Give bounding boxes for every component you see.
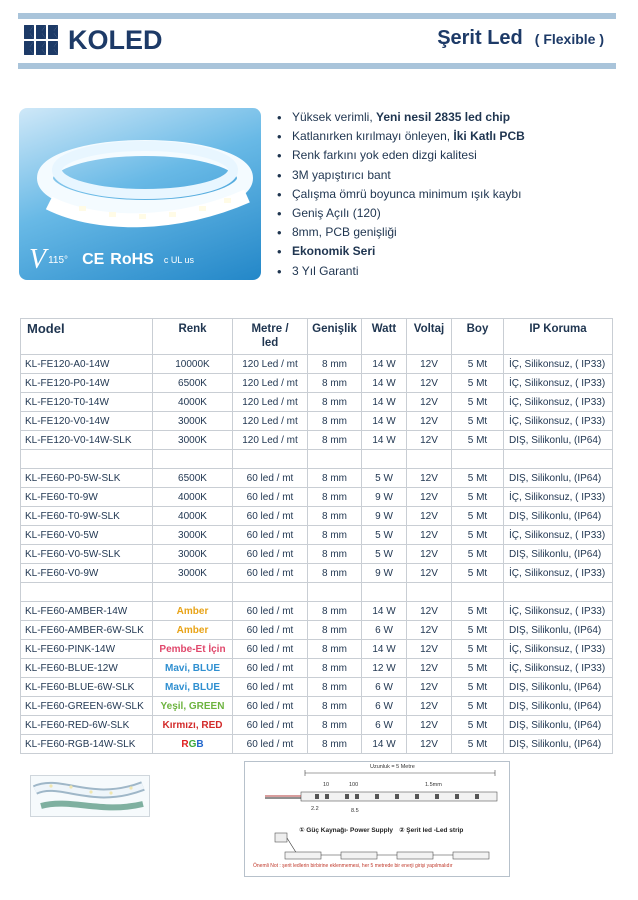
table-cell: 6 W	[362, 678, 407, 697]
table-cell: 120 Led / mt	[233, 393, 308, 412]
group-separator-row	[21, 583, 613, 602]
column-header: Watt	[362, 319, 407, 355]
diagram-dim-label: 100	[349, 782, 359, 788]
table-row	[21, 374, 613, 393]
table-cell: 12V	[407, 469, 452, 488]
feature-item	[277, 127, 525, 146]
table-cell: 60 led / mt	[233, 526, 308, 545]
table-row	[21, 659, 613, 678]
koled-logo-icon	[24, 25, 66, 55]
table-cell: 5 Mt	[452, 640, 504, 659]
table-cell: Mavi, BLUE	[153, 659, 233, 678]
table-row	[21, 697, 613, 716]
table-cell: 14 W	[362, 431, 407, 450]
table-cell	[407, 583, 452, 602]
table-cell: 12V	[407, 678, 452, 697]
table-cell: 12V	[407, 602, 452, 621]
table-cell: 5 Mt	[452, 545, 504, 564]
table-header-row	[21, 319, 613, 355]
table-cell: 60 led / mt	[233, 640, 308, 659]
led-strip-photo	[30, 775, 150, 817]
header-rule	[18, 63, 616, 69]
table-cell: DIŞ, Silikonlu, (IP64)	[504, 716, 613, 735]
table-cell: 8 mm	[308, 697, 362, 716]
table-cell: 8 mm	[308, 469, 362, 488]
table-cell: 8 mm	[308, 735, 362, 754]
table-cell: 9 W	[362, 564, 407, 583]
table-cell: 3000K	[153, 412, 233, 431]
feature-text: Çalışma ömrü boyunca minimum ışık kaybı	[292, 186, 522, 201]
table-cell: İÇ, Silikonsuz, ( IP33)	[504, 564, 613, 583]
table-cell	[362, 583, 407, 602]
table-row	[21, 526, 613, 545]
table-cell: 14 W	[362, 393, 407, 412]
table-cell: 8 mm	[308, 393, 362, 412]
feature-item	[277, 262, 525, 281]
table-cell: KL-FE60-AMBER-14W	[21, 602, 153, 621]
table-cell: 5 Mt	[452, 488, 504, 507]
table-cell: İÇ, Silikonsuz, ( IP33)	[504, 355, 613, 374]
table-row	[21, 678, 613, 697]
table-cell: 6 W	[362, 621, 407, 640]
table-cell	[21, 450, 153, 469]
table-cell	[452, 583, 504, 602]
table-cell: 8 mm	[308, 526, 362, 545]
table-cell	[407, 450, 452, 469]
feature-item	[277, 242, 525, 261]
v-mark-icon: V	[29, 244, 47, 275]
table-cell: 12V	[407, 621, 452, 640]
table-cell	[21, 583, 153, 602]
table-cell: 14 W	[362, 602, 407, 621]
table-cell: 9 W	[362, 507, 407, 526]
table-cell: 5 Mt	[452, 602, 504, 621]
table-cell: 12V	[407, 659, 452, 678]
table-cell: 8 mm	[308, 659, 362, 678]
table-cell: 5 Mt	[452, 621, 504, 640]
table-cell: 5 Mt	[452, 526, 504, 545]
led-strip-image	[31, 776, 149, 816]
table-cell: Yeşil, GREEN	[153, 697, 233, 716]
table-row	[21, 469, 613, 488]
table-cell: 60 led / mt	[233, 602, 308, 621]
table-cell: 12V	[407, 640, 452, 659]
table-cell: KL-FE120-V0-14W	[21, 412, 153, 431]
table-cell: 10000K	[153, 355, 233, 374]
table-cell: 8 mm	[308, 488, 362, 507]
table-cell: RGB	[153, 735, 233, 754]
table-cell	[153, 583, 233, 602]
v-mark-subtext: 115°	[48, 254, 69, 266]
table-cell: 9 W	[362, 488, 407, 507]
table-cell: 12V	[407, 526, 452, 545]
feature-text: Geniş Açılı (120)	[292, 206, 381, 221]
diagram-dim-label: 10	[323, 782, 330, 788]
table-cell: 8 mm	[308, 716, 362, 735]
group-separator-row	[21, 450, 613, 469]
table-cell: 12V	[407, 355, 452, 374]
table-cell: 60 led / mt	[233, 697, 308, 716]
column-header: Renk	[153, 319, 233, 355]
ul-mark: c UL us	[163, 254, 195, 265]
table-cell: 5 W	[362, 469, 407, 488]
table-cell: DIŞ, Silikonlu, (IP64)	[504, 735, 613, 754]
table-cell: 5 Mt	[452, 716, 504, 735]
column-header: Genişlik	[308, 319, 362, 355]
feature-text: 3M yapıştırıcı bant	[292, 167, 391, 182]
table-cell	[233, 450, 308, 469]
table-cell: İÇ, Silikonsuz, ( IP33)	[504, 412, 613, 431]
top-rule	[18, 13, 616, 19]
table-cell: 8 mm	[308, 640, 362, 659]
table-cell: İÇ, Silikonsuz, ( IP33)	[504, 526, 613, 545]
feature-text: Katlanırken kırılmayı önleyen,	[292, 129, 454, 144]
table-row	[21, 412, 613, 431]
table-cell: 4000K	[153, 393, 233, 412]
column-header: Boy	[452, 319, 504, 355]
diagram-note: Önemli Not : şerit ledlerin birbirine eklenmemesi, her 5 metrede bir enerji girişi yapılmalıdır	[253, 863, 453, 869]
diagram-dim-label: 8.5	[351, 808, 359, 814]
table-row	[21, 355, 613, 374]
title-main: Şerit Led	[437, 27, 523, 49]
table-cell: DIŞ, Silikonlu, (IP64)	[504, 697, 613, 716]
table-cell: 12V	[407, 431, 452, 450]
ce-mark: CE	[82, 251, 105, 268]
feature-list	[277, 108, 525, 281]
table-cell: 5 Mt	[452, 393, 504, 412]
table-cell: 6500K	[153, 374, 233, 393]
table-cell: 6 W	[362, 716, 407, 735]
table-cell: 12V	[407, 374, 452, 393]
table-cell: İÇ, Silikonsuz, ( IP33)	[504, 374, 613, 393]
table-cell: 60 led / mt	[233, 488, 308, 507]
feature-text: 3 Yıl Garanti	[292, 263, 359, 278]
table-cell: 120 Led / mt	[233, 431, 308, 450]
table-cell: 5 Mt	[452, 564, 504, 583]
table-cell: 60 led / mt	[233, 735, 308, 754]
feature-text: Renk farkını yok eden dizgi kalitesi	[292, 148, 477, 163]
table-cell: KL-FE60-V0-5W-SLK	[21, 545, 153, 564]
table-cell: 6 W	[362, 697, 407, 716]
column-header: Voltaj	[407, 319, 452, 355]
table-cell: 5 Mt	[452, 697, 504, 716]
diagram-dim-label: 1.5mm	[425, 782, 442, 788]
table-row	[21, 640, 613, 659]
feature-highlight: Yeni nesil 2835 led chip	[376, 110, 511, 124]
column-header: Model	[21, 319, 153, 355]
table-cell: KL-FE60-P0-5W-SLK	[21, 469, 153, 488]
table-row	[21, 735, 613, 754]
table-cell: 3000K	[153, 431, 233, 450]
table-cell: KL-FE60-T0-9W	[21, 488, 153, 507]
table-cell: 3000K	[153, 526, 233, 545]
table-cell: 12 W	[362, 659, 407, 678]
table-cell: 5 Mt	[452, 469, 504, 488]
table-cell: 60 led / mt	[233, 716, 308, 735]
table-cell: KL-FE60-RGB-14W-SLK	[21, 735, 153, 754]
table-cell: KL-FE60-T0-9W-SLK	[21, 507, 153, 526]
table-cell: 60 led / mt	[233, 659, 308, 678]
table-cell: 5 Mt	[452, 374, 504, 393]
table-cell: 60 led / mt	[233, 564, 308, 583]
table-cell: KL-FE60-AMBER-6W-SLK	[21, 621, 153, 640]
table-cell: 5 W	[362, 545, 407, 564]
table-cell: İÇ, Silikonsuz, ( IP33)	[504, 602, 613, 621]
table-cell: 6500K	[153, 469, 233, 488]
table-cell: 8 mm	[308, 621, 362, 640]
table-cell: İÇ, Silikonsuz, ( IP33)	[504, 488, 613, 507]
feature-text: Yüksek verimli,	[292, 110, 377, 124]
feature-highlight: İki Katlı PCB	[453, 129, 525, 144]
table-row	[21, 545, 613, 564]
table-cell: DIŞ, Silikonlu, (IP64)	[504, 621, 613, 640]
table-cell: KL-FE60-RED-6W-SLK	[21, 716, 153, 735]
table-row	[21, 716, 613, 735]
table-cell: 5 Mt	[452, 507, 504, 526]
table-cell: Amber	[153, 621, 233, 640]
table-cell: 120 Led / mt	[233, 374, 308, 393]
table-cell: 120 Led / mt	[233, 355, 308, 374]
table-cell: 5 Mt	[452, 735, 504, 754]
table-cell: Amber	[153, 602, 233, 621]
table-row	[21, 393, 613, 412]
diagram-length-label: Uzunluk = 5 Metre	[370, 764, 415, 770]
page-title	[437, 27, 604, 50]
feature-highlight: Ekonomik Seri	[292, 244, 376, 259]
table-cell: DIŞ, Silikonlu, (IP64)	[504, 678, 613, 697]
feature-item	[277, 185, 525, 204]
table-cell: 12V	[407, 507, 452, 526]
table-cell: KL-FE120-P0-14W	[21, 374, 153, 393]
table-cell: İÇ, Silikonsuz, ( IP33)	[504, 640, 613, 659]
table-row	[21, 564, 613, 583]
wiring-diagram	[244, 761, 510, 877]
column-header-text: Metre / led	[251, 323, 289, 349]
table-cell: Mavi, BLUE	[153, 678, 233, 697]
table-cell: 8 mm	[308, 678, 362, 697]
table-cell	[504, 450, 613, 469]
table-cell: KL-FE60-BLUE-6W-SLK	[21, 678, 153, 697]
product-photo	[19, 108, 261, 280]
table-cell: 8 mm	[308, 355, 362, 374]
table-cell: 8 mm	[308, 507, 362, 526]
table-cell: 5 Mt	[452, 412, 504, 431]
table-cell: DIŞ, Silikonlu, (IP64)	[504, 507, 613, 526]
table-cell: 60 led / mt	[233, 621, 308, 640]
table-cell: 14 W	[362, 355, 407, 374]
table-cell: Pembe-Et İçin	[153, 640, 233, 659]
table-cell: 5 W	[362, 526, 407, 545]
table-cell: 60 led / mt	[233, 545, 308, 564]
table-cell: 8 mm	[308, 374, 362, 393]
table-cell	[452, 450, 504, 469]
table-cell: İÇ, Silikonsuz, ( IP33)	[504, 393, 613, 412]
table-cell: 120 Led / mt	[233, 412, 308, 431]
table-cell	[233, 583, 308, 602]
table-cell: 14 W	[362, 412, 407, 431]
table-cell: 8 mm	[308, 602, 362, 621]
table-cell: 12V	[407, 716, 452, 735]
table-cell: 12V	[407, 545, 452, 564]
table-cell: 12V	[407, 393, 452, 412]
table-cell	[153, 450, 233, 469]
brand-logo	[24, 24, 163, 56]
diagram-drawing	[245, 762, 509, 876]
table-cell: KL-FE120-A0-14W	[21, 355, 153, 374]
led-strip-label: ② Şerit led -Led strip	[399, 827, 464, 834]
table-cell: 8 mm	[308, 545, 362, 564]
table-cell: 14 W	[362, 640, 407, 659]
table-cell: 5 Mt	[452, 431, 504, 450]
column-header: IP Koruma	[504, 319, 613, 355]
table-cell: 5 Mt	[452, 678, 504, 697]
table-cell	[504, 583, 613, 602]
table-row	[21, 488, 613, 507]
table-cell: 14 W	[362, 735, 407, 754]
table-cell: DIŞ, Silikonlu, (IP64)	[504, 545, 613, 564]
table-cell	[308, 583, 362, 602]
table-row	[21, 431, 613, 450]
table-cell: DIŞ, Silikonlu, (IP64)	[504, 469, 613, 488]
column-header	[233, 319, 308, 355]
table-cell: 5 Mt	[452, 659, 504, 678]
feature-item	[277, 204, 525, 223]
table-cell: KL-FE60-PINK-14W	[21, 640, 153, 659]
certification-row	[19, 246, 261, 274]
table-cell: 8 mm	[308, 431, 362, 450]
table-cell	[308, 450, 362, 469]
table-cell: 12V	[407, 735, 452, 754]
table-row	[21, 602, 613, 621]
table-cell	[362, 450, 407, 469]
table-cell: KL-FE120-T0-14W	[21, 393, 153, 412]
table-cell: 4000K	[153, 488, 233, 507]
table-cell: 4000K	[153, 507, 233, 526]
table-cell: KL-FE60-GREEN-6W-SLK	[21, 697, 153, 716]
table-cell: 12V	[407, 564, 452, 583]
table-cell: 12V	[407, 488, 452, 507]
table-cell: 8 mm	[308, 564, 362, 583]
feature-text: 8mm, PCB genişliği	[292, 225, 397, 240]
table-cell: 60 led / mt	[233, 507, 308, 526]
feature-item	[277, 166, 525, 185]
table-cell: 60 led / mt	[233, 678, 308, 697]
power-supply-label: ① Güç Kaynağı- Power Supply	[299, 827, 393, 834]
table-cell: 3000K	[153, 564, 233, 583]
table-row	[21, 507, 613, 526]
table-cell: Kırmızı, RED	[153, 716, 233, 735]
table-cell: 14 W	[362, 374, 407, 393]
table-cell: 12V	[407, 412, 452, 431]
table-cell: 60 led / mt	[233, 469, 308, 488]
table-cell: 8 mm	[308, 412, 362, 431]
feature-item	[277, 108, 525, 127]
rohs-mark: RoHS	[110, 251, 154, 268]
table-cell: 12V	[407, 697, 452, 716]
feature-item	[277, 146, 525, 165]
table-cell: KL-FE60-V0-9W	[21, 564, 153, 583]
table-row	[21, 621, 613, 640]
table-cell: KL-FE60-BLUE-12W	[21, 659, 153, 678]
table-cell: 3000K	[153, 545, 233, 564]
spec-table	[20, 318, 613, 754]
table-cell: DIŞ, Silikonlu, (IP64)	[504, 431, 613, 450]
brand-name: KOLED	[68, 24, 163, 55]
table-cell: KL-FE120-V0-14W-SLK	[21, 431, 153, 450]
diagram-dim-label: 2.2	[311, 806, 319, 812]
title-subtitle: ( Flexible )	[534, 31, 604, 47]
table-cell: 5 Mt	[452, 355, 504, 374]
feature-item	[277, 223, 525, 242]
table-cell: İÇ, Silikonsuz, ( IP33)	[504, 659, 613, 678]
table-cell: KL-FE60-V0-5W	[21, 526, 153, 545]
